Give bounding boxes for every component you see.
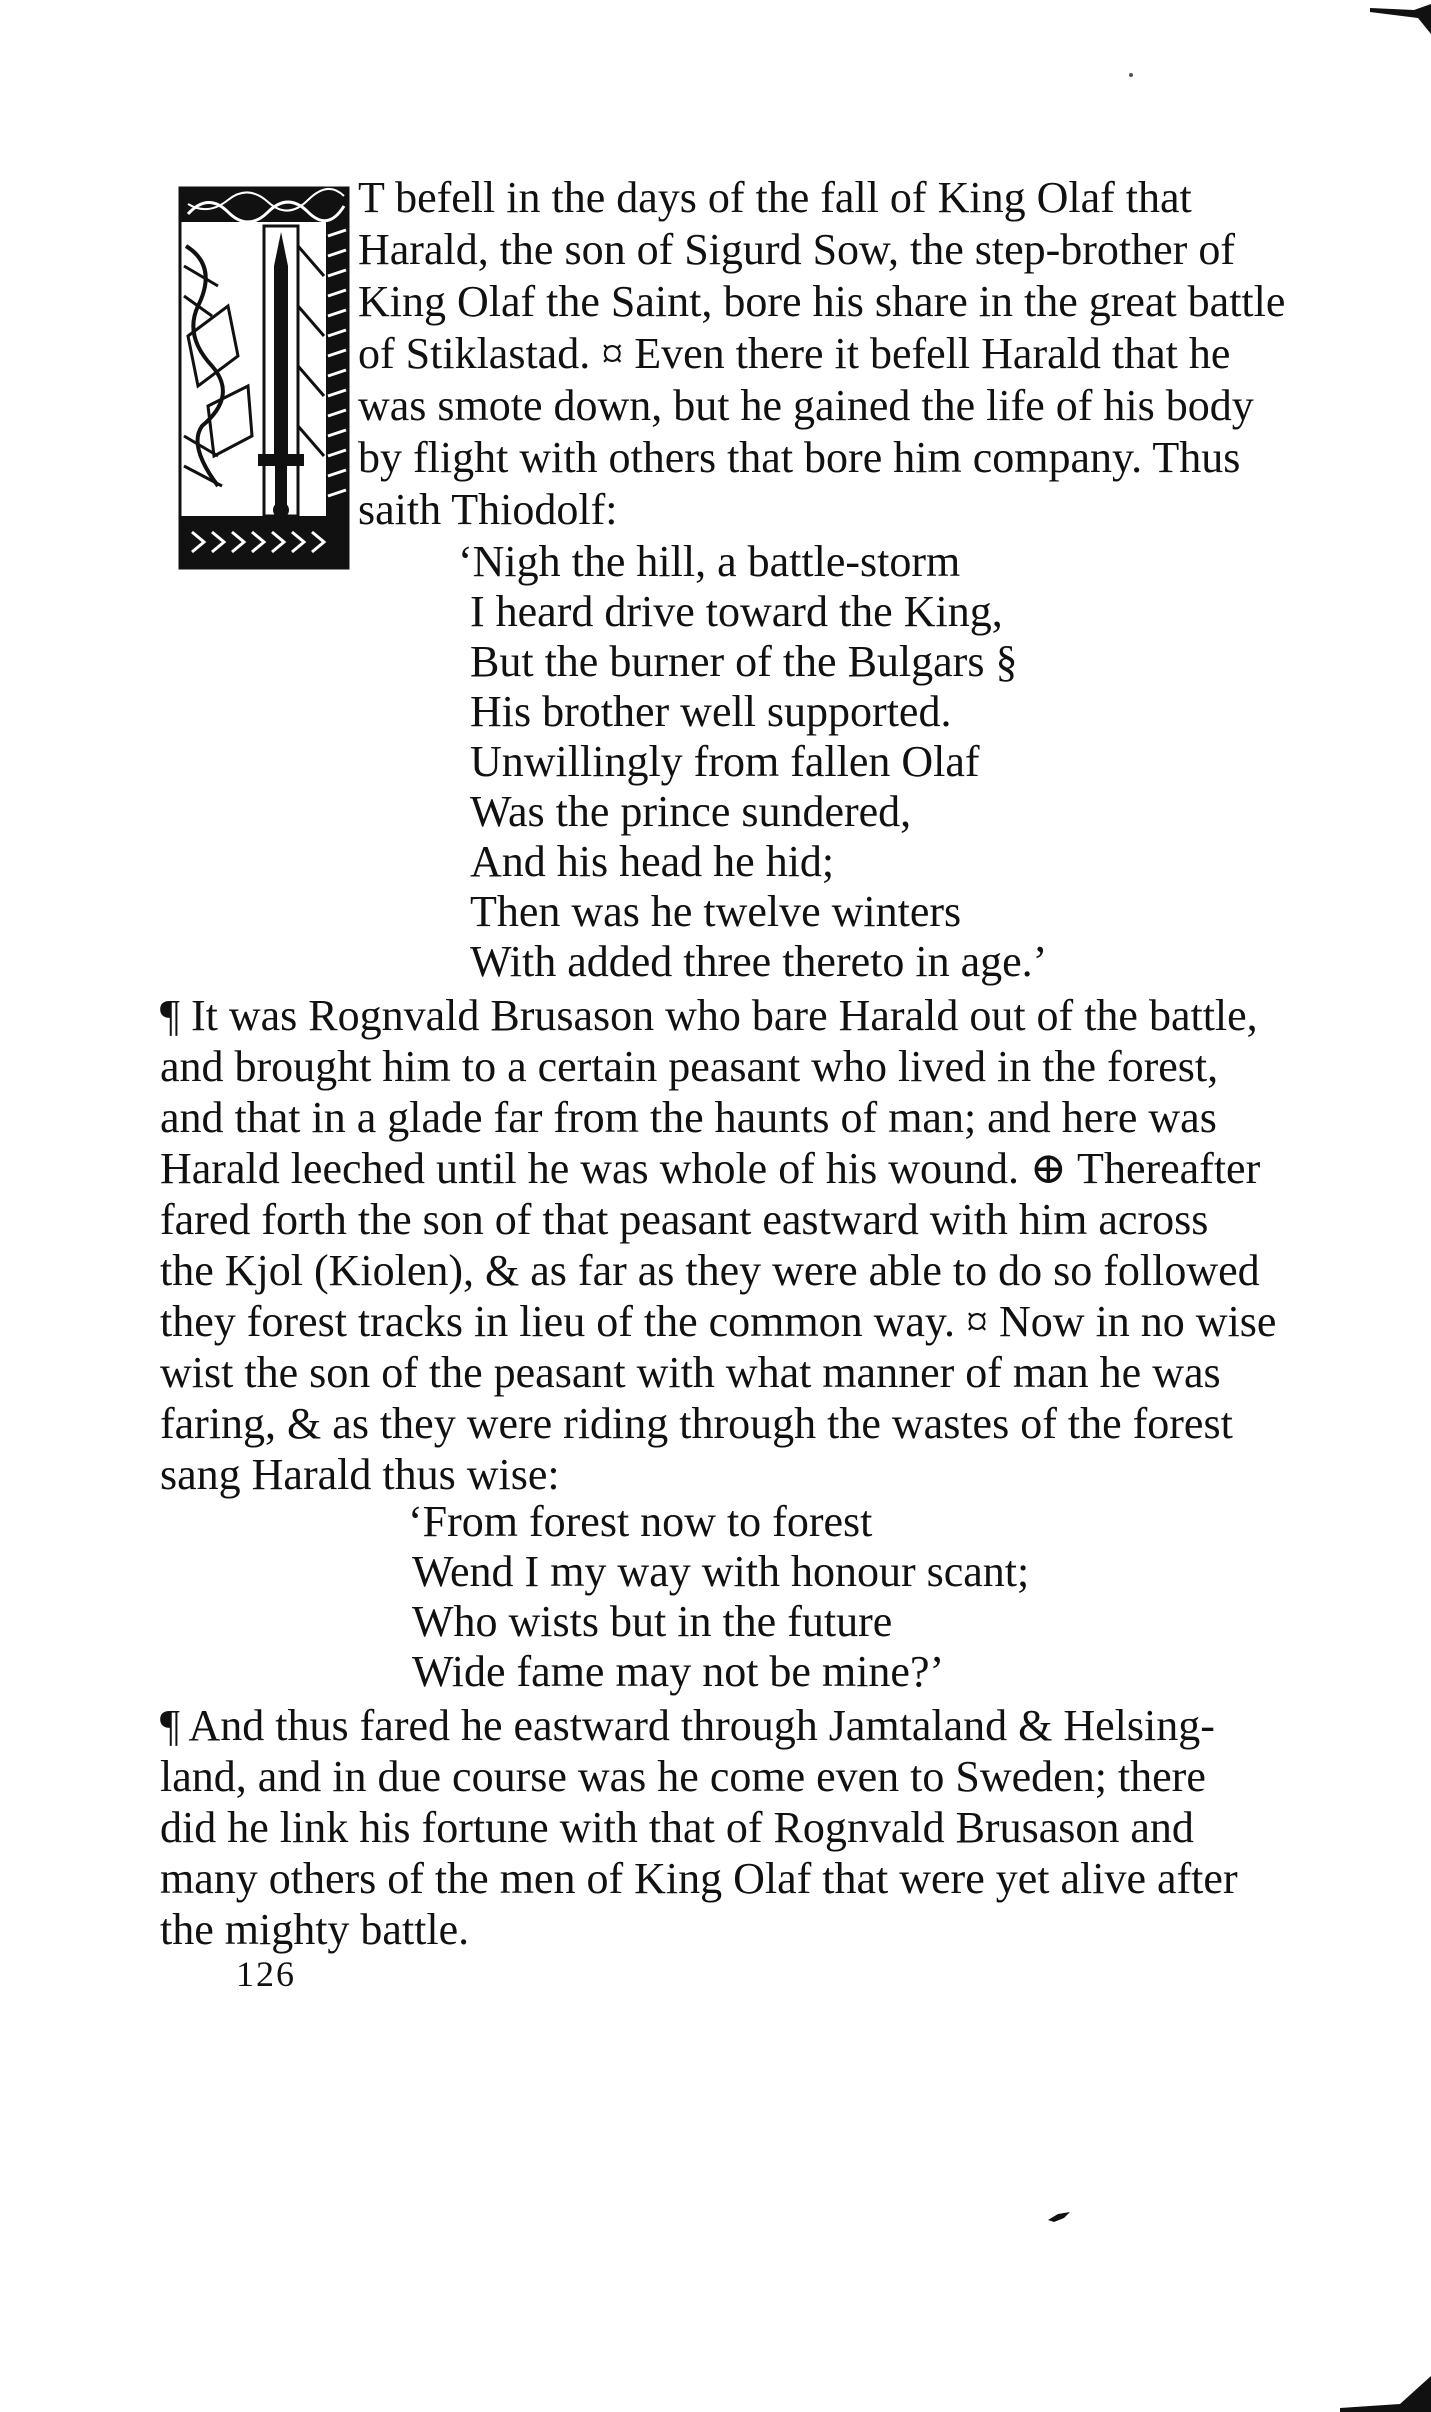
text-line: was smote down, but he gained the life of his body <box>358 381 1254 430</box>
page-number: 126 <box>236 1954 296 1994</box>
verse-line: Was the prince sundered, <box>470 787 912 836</box>
verse-line: ‘Nigh the hill, a battle-storm <box>458 537 961 586</box>
text-line: did he link his fortune with that of Rognvald Brusason and <box>160 1803 1194 1852</box>
text-line: T befell in the days of the fall of King Olaf that <box>358 173 1192 222</box>
corner-mark-top <box>1370 0 1431 40</box>
text-line: many others of the men of King Olaf that were yet alive after <box>160 1854 1238 1903</box>
verse-line: But the burner of the Bulgars § <box>470 637 1018 686</box>
ink-speck <box>1048 2210 1072 2224</box>
text-line: of Stiklastad. ¤ Even there it befell Harald that he <box>358 329 1231 378</box>
text-line: and that in a glade far from the haunts of man; and here was <box>160 1093 1217 1142</box>
text-line: ¶ And thus fared he eastward through Jamtaland & Helsing- <box>160 1701 1215 1750</box>
verse-line: Wide fame may not be mine?’ <box>412 1647 945 1696</box>
verse-line: His brother well supported. <box>470 687 952 736</box>
text-line: sang Harald thus wise: <box>160 1450 560 1499</box>
text-line: the Kjol (Kiolen), & as far as they were able to do so followed <box>160 1246 1260 1295</box>
text-line: Harald, the son of Sigurd Sow, the step-brother of <box>358 225 1235 274</box>
text-line: and brought him to a certain peasant who lived in the forest, <box>160 1042 1219 1091</box>
text-line: ¶ It was Rognvald Brusason who bare Harald out of the battle, <box>160 991 1258 1040</box>
verse-line: Who wists but in the future <box>412 1597 893 1646</box>
verse-line: Unwillingly from fallen Olaf <box>470 737 980 786</box>
text-line: saith Thiodolf: <box>358 485 618 534</box>
verse-line: And his head he hid; <box>470 837 835 886</box>
text-line: by flight with others that bore him company. Thus <box>358 433 1241 482</box>
text-line: faring, & as they were riding through the wastes of the forest <box>160 1399 1233 1448</box>
verse-line: ‘From forest now to forest <box>408 1497 873 1546</box>
verse-line: I heard drive toward the King, <box>470 587 1003 636</box>
text-line: wist the son of the peasant with what manner of man he was <box>160 1348 1221 1397</box>
ink-speck <box>1128 72 1134 78</box>
text-line: they forest tracks in lieu of the common way. ¤ Now in no wise <box>160 1297 1277 1346</box>
verse-line: Wend I my way with honour scant; <box>412 1547 1030 1596</box>
text-line: Harald leeched until he was whole of his wound. ⊕ Thereafter <box>160 1144 1261 1193</box>
text-line: land, and in due course was he come even to Sweden; there <box>160 1752 1206 1801</box>
text-line: the mighty battle. <box>160 1905 470 1954</box>
decorated-initial-i <box>178 186 350 570</box>
corner-mark-bottom <box>1340 2374 1431 2412</box>
text-line: King Olaf the Saint, bore his share in the great battle <box>358 277 1286 326</box>
verse-line: Then was he twelve winters <box>470 887 962 936</box>
verse-line: With added three thereto in age.’ <box>470 937 1048 986</box>
text-line: fared forth the son of that peasant eastward with him across <box>160 1195 1209 1244</box>
